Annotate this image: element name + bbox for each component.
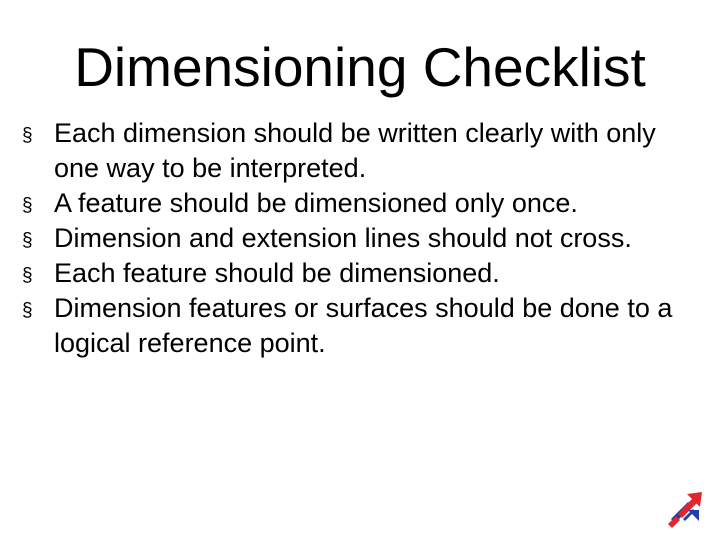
- bullet-text: A feature should be dimensioned only once.: [54, 188, 578, 218]
- bullet-text: Each dimension should be written clearly with only one way to be interpreted.: [54, 118, 656, 183]
- bullet-text: Dimension features or surfaces should be done to a logical reference point.: [54, 293, 673, 358]
- bullet-mark: §: [22, 125, 33, 146]
- arrow-logo-shapes: [668, 492, 702, 528]
- bullet-item: [22, 221, 692, 256]
- red-blue-arrow-logo-icon: [664, 490, 704, 530]
- bullet-mark: §: [22, 230, 33, 251]
- bullet-mark: §: [22, 300, 33, 321]
- bullet-item: [22, 256, 692, 291]
- bullet-text: Dimension and extension lines should not cross.: [54, 223, 632, 253]
- bullet-item: [22, 116, 692, 186]
- bullet-text: Each feature should be dimensioned.: [54, 258, 500, 288]
- bullet-list: [22, 116, 692, 361]
- bullet-mark: §: [22, 195, 33, 216]
- bullet-item: [22, 291, 692, 361]
- slide-title: Dimensioning Checklist: [74, 36, 646, 98]
- bullet-item: [22, 186, 692, 221]
- bullet-mark: §: [22, 265, 33, 286]
